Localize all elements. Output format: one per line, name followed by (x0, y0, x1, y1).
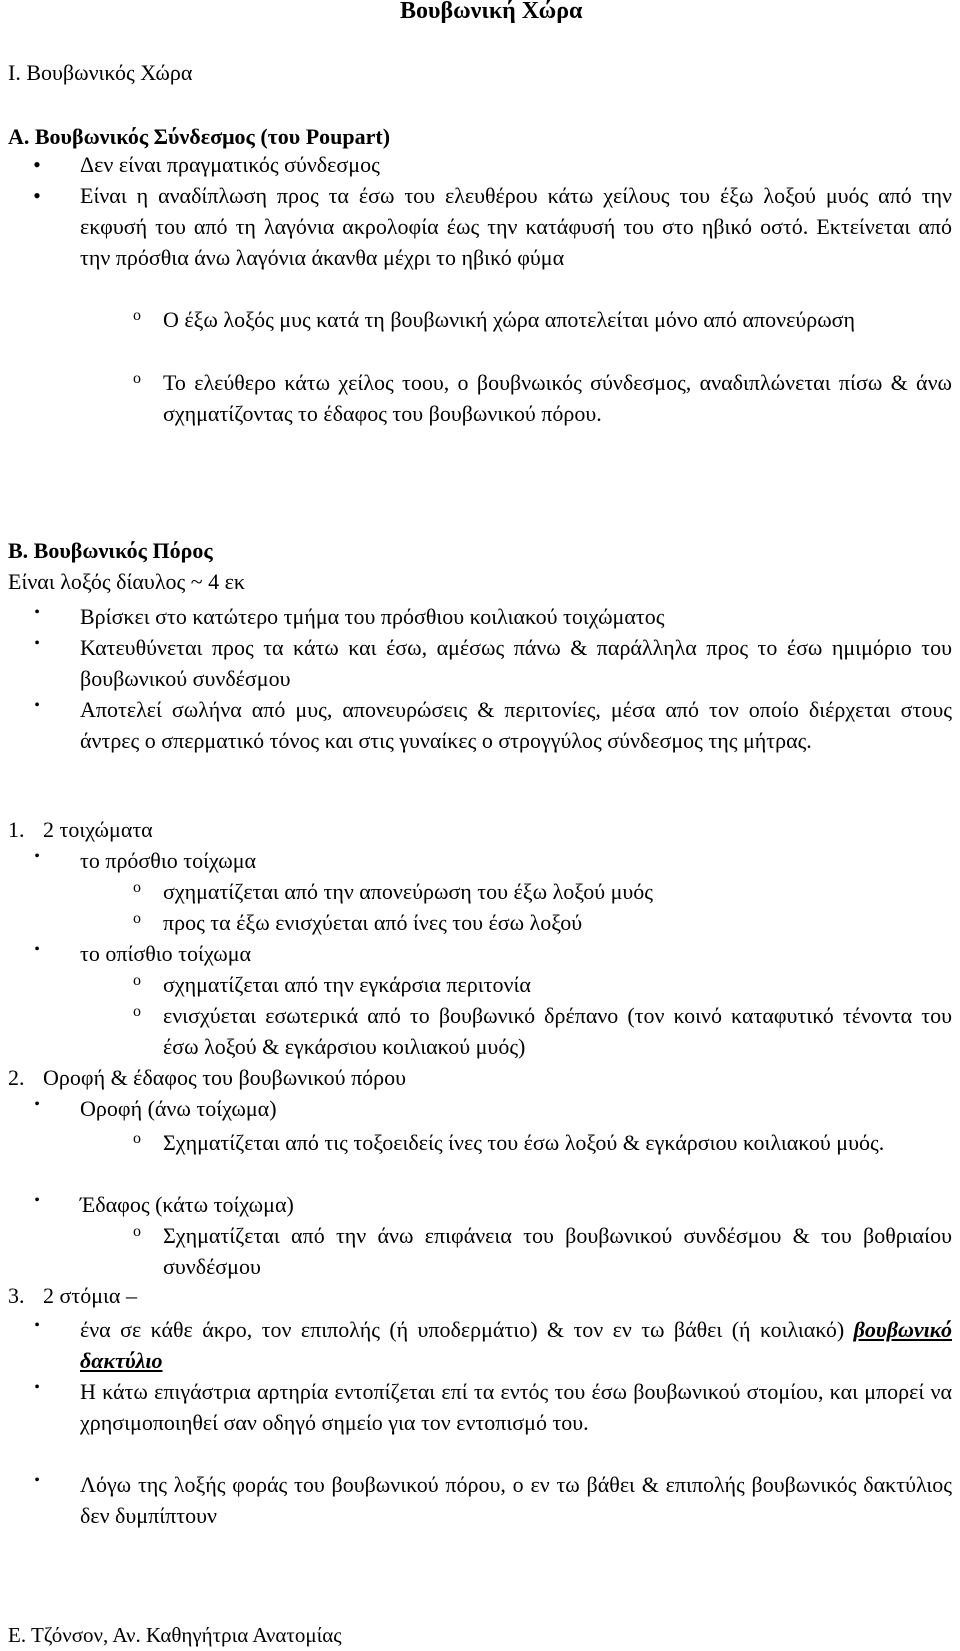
numbered-1-item-2-sub-1: σχηματίζεται από την εγκάρσια περιτονία (163, 972, 531, 997)
circle-bullet-icon: o (133, 910, 141, 927)
section-A-bullet-1: Δεν είναι πραγματικός σύνδεσμος (80, 152, 380, 177)
numbered-3-item-1-emphasis: βουβωνικό δακτύλιο (80, 1317, 952, 1373)
circle-bullet-icon: o (133, 1223, 141, 1240)
numbered-1-item-1: το πρόσθιο τοίχωμα (80, 848, 257, 873)
numbered-1-item-1-sub-1: σχηματίζεται από την απονεύρωση του έξω λοξού μυός (163, 879, 654, 904)
numbered-1-item-2: το οπίσθιο τοίχωμα (80, 941, 252, 966)
numbered-3-item-3: Λόγω της λοξής φοράς του βουβωνικού πόρου, ο εν τω βάθει & επιπολής βουβωνικός δακτύλιος δεν δυμπίπτουν (80, 1472, 952, 1528)
list-number: 1. (8, 817, 25, 842)
bullet-icon: • (34, 1379, 40, 1396)
numbered-1-item-2-sub-2: ενισχύεται εσωτερικά από το βουβωνικό δρέπανο (τον κοινό καταφυτικό τένοντα του έσω λοξού & εγκάρσιου κοιλιακού μυός) (163, 1003, 952, 1059)
circle-bullet-icon: o (133, 1003, 141, 1020)
circle-bullet-icon: o (133, 879, 141, 896)
circle-bullet-icon: o (133, 1130, 141, 1147)
numbered-1-item-1-sub-2: προς τα έξω ενισχύεται από ίνες του έσω λοξού (163, 910, 583, 935)
section-B-bullet-3: Αποτελεί σωλήνα από μυς, απονευρώσεις & περιτονίες, μέσα από τον οποίο διέρχεται στους άντρες ο σπερματικό τόνος και στις γυναίκες ο στρογγύλος σύνδεσμος της μήτρας. (80, 697, 952, 753)
section-A-bullet-2: Είναι η αναδίπλωση προς τα έσω του ελευθέρου κάτω χείλους του έξω λοξού μυός από την εκφυσή του από τη λαγόνια ακρολοφία έως την κατάφυσή του στο ηβικό οστό. Εκτείνεται από την πρόσθια άνω λαγόνια άκανθα μέχρι το ηβικό φύμα (80, 183, 952, 270)
list-number: 2. (8, 1065, 25, 1090)
bullet-icon: • (34, 1317, 40, 1334)
bullet-icon: • (34, 848, 40, 865)
section-I-heading: I. Βουβωνικός Χώρα (8, 60, 193, 85)
section-A-sub-1: Ο έξω λοξός μυς κατά τη βουβωνική χώρα αποτελείται μόνο από απονεύρωση (163, 307, 856, 332)
bullet-icon: • (34, 1096, 40, 1113)
bullet-icon: • (33, 183, 41, 208)
circle-bullet-icon: o (133, 307, 141, 324)
numbered-3-label: 2 στόμια – (43, 1283, 137, 1308)
bullet-icon: • (34, 697, 40, 714)
numbered-2-item-1-sub-1: Σχηματίζεται από τις τοξοειδείς ίνες του έσω λοξού & εγκάρσιου κοιλιακού μυός. (163, 1130, 885, 1155)
bullet-icon: • (33, 152, 41, 177)
section-A-sub-2: Το ελεύθερο κάτω χείλος τοου, ο βουβνωικός σύνδεσμος, αναδιπλώνεται πίσω & άνω σχηματίζοντας το έδαφος του βουβωνικού πόρου. (163, 370, 952, 426)
section-B-bullet-1: Βρίσκει στο κατώτερο τμήμα του πρόσθιου κοιλιακού τοιχώματος (80, 604, 665, 629)
page-footer: Ε. Τζόνσον, Αν. Καθηγήτρια Ανατομίας (8, 1623, 342, 1647)
section-B-bullet-2: Κατευθύνεται προς τα κάτω και έσω, αμέσως πάνω & παράλληλα προς το έσω ημιμόριο του βουβωνικού συνδέσμου (80, 635, 952, 691)
numbered-3-item-2: Η κάτω επιγάστρια αρτηρία εντοπίζεται επί τα εντός του έσω βουβωνικού στομίου, και μπορεί να χρησιμοποιηθεί σαν οδηγό σημείο για τον εντοπισμό του. (80, 1379, 952, 1435)
section-B-heading: B. Βουβωνικός Πόρος (8, 538, 213, 563)
page-title: Βουβωνική Χώρα (400, 0, 583, 24)
list-number: 3. (8, 1283, 25, 1308)
numbered-2-label: Οροφή & έδαφος του βουβωνικού πόρου (43, 1065, 407, 1090)
numbered-3-item-1 (80, 1314, 952, 1376)
bullet-icon: • (34, 1192, 40, 1209)
circle-bullet-icon: o (133, 972, 141, 989)
section-B-intro: Είναι λοξός δίαυλος ~ 4 εκ (8, 569, 245, 594)
numbered-3-item-1-text: ένα σε κάθε άκρο, τον επιπολής (ή υποδερμάτιο) & τον εν τω βάθει (ή κοιλιακό) (80, 1317, 854, 1342)
bullet-icon: • (34, 635, 40, 652)
numbered-1-label: 2 τοιχώματα (43, 817, 153, 842)
circle-bullet-icon: o (133, 370, 141, 387)
bullet-icon: • (34, 604, 40, 621)
bullet-icon: • (34, 1472, 40, 1489)
numbered-2-item-2: Έδαφος (κάτω τοίχωμα) (80, 1192, 294, 1217)
section-A-heading: A. Βουβωνικός Σύνδεσμος (του Poupart) (8, 124, 391, 149)
numbered-2-item-1: Οροφή (άνω τοίχωμα) (80, 1096, 277, 1121)
bullet-icon: • (34, 941, 40, 958)
numbered-2-item-2-sub-1: Σχηματίζεται από την άνω επιφάνεια του βουβωνικού συνδέσμου & του βοθριαίου συνδέσμου (163, 1223, 952, 1279)
